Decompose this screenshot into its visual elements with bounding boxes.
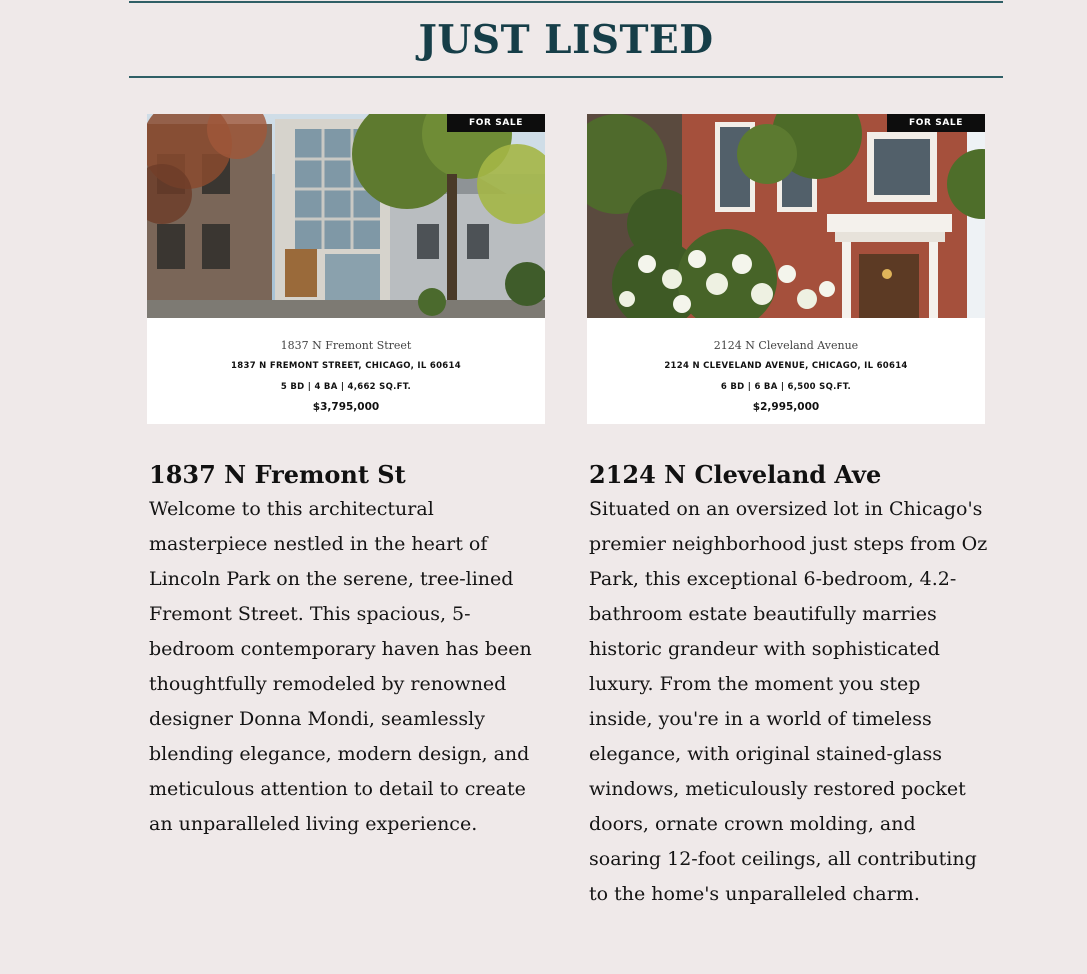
bottom-divider	[129, 76, 1003, 78]
card-full-address: 2124 N CLEVELAND AVENUE, CHICAGO, IL 60614	[664, 361, 908, 371]
listing-heading[interactable]: 1837 N Fremont St	[149, 460, 406, 489]
card-details	[147, 318, 545, 415]
listing-description: Situated on an oversized lot in Chicago's premier neighborhood just steps from Oz Park, this exceptional 6-bedroom, 4.2-bathroom estate beautifully marries historic grandeur with sophisticated luxury. From the moment you step inside, you're in a world of timeless elegance, with original stained-glass windows, meticulously restored pocket doors, ornate crown molding, and soaring 12-foot ceilings, all contributing to the home's unparalleled charm.	[589, 498, 988, 905]
card-price: $3,795,000	[312, 401, 380, 413]
listing-card-fremont[interactable]	[147, 114, 545, 424]
card-street-name: 2124 N Cleveland Avenue	[713, 339, 859, 352]
for-sale-badge: FOR SALE	[447, 114, 545, 132]
listing-heading[interactable]: 2124 N Cleveland Ave	[589, 460, 882, 489]
listing-text-fremont	[149, 458, 549, 842]
brick-house-image	[587, 114, 985, 318]
card-street-name: 1837 N Fremont Street	[280, 339, 412, 352]
property-photo-fremont[interactable]	[147, 114, 545, 318]
card-details	[587, 318, 985, 415]
card-full-address: 1837 N FREMONT STREET, CHICAGO, IL 60614	[231, 361, 461, 371]
for-sale-badge: FOR SALE	[887, 114, 985, 132]
card-specs: 5 BD | 4 BA | 4,662 SQ.FT.	[280, 382, 412, 392]
listing-text-cleveland	[589, 458, 989, 912]
modern-house-image	[147, 114, 545, 318]
top-divider	[129, 1, 1003, 3]
section-title: JUST LISTED	[418, 17, 714, 63]
card-price: $2,995,000	[752, 401, 820, 413]
property-photo-cleveland[interactable]	[587, 114, 985, 318]
listing-card-cleveland[interactable]	[587, 114, 985, 424]
listing-description: Welcome to this architectural masterpiece nestled in the heart of Lincoln Park on the serene, tree-lined Fremont Street. This spacious, 5-bedroom contemporary haven has been thoughtfully remodeled by renowned designer Donna Mondi, seamlessly blending elegance, modern design, and meticulous attention to detail to create an unparalleled living experience.	[149, 498, 532, 835]
card-specs: 6 BD | 6 BA | 6,500 SQ.FT.	[720, 382, 852, 392]
